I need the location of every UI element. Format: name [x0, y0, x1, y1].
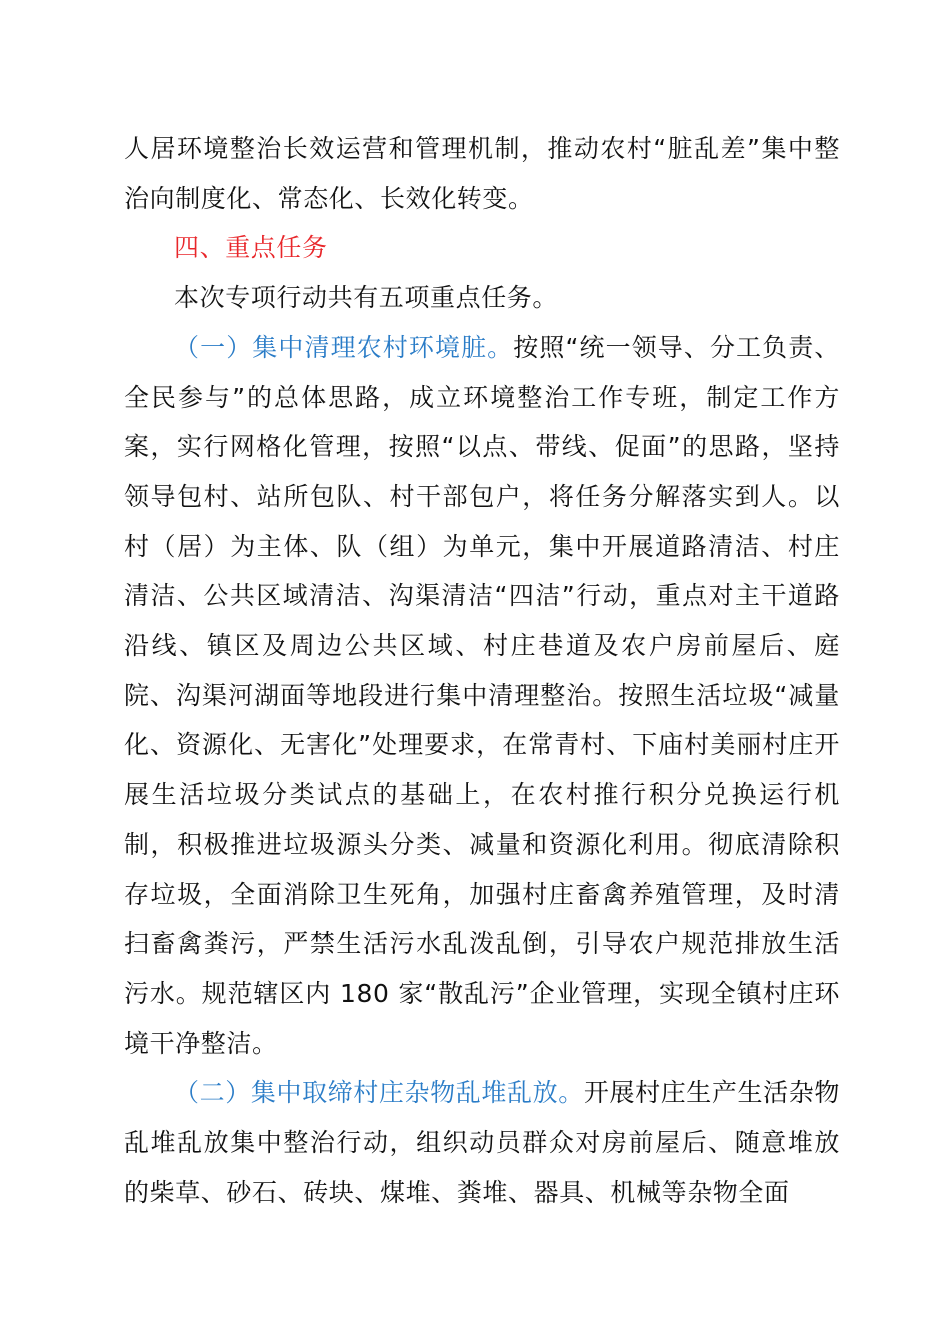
section-heading: 四、重点任务 — [174, 233, 328, 263]
task-1-heading: （一）集中清理农村环境脏。 — [174, 332, 514, 362]
document-body — [124, 124, 840, 1217]
task-2-body: 开展村庄生产生活杂物乱堆乱放集中整治行动，组织动员群众对房前屋后、随意堆放的柴草、砂石、砖块、煤堆、粪堆、器具、机械等杂物全面 — [124, 1078, 840, 1207]
paragraph-text: 人居环境整治长效运营和管理机制，推动农村“脏乱差”集中整治向制度化、常态化、长效化转变。 — [124, 134, 840, 213]
task-1-body: 按照“统一领导、分工负责、全民参与”的总体思路，成立环境整治工作专班，制定工作方案，实行网格化管理，按照“以点、带线、促面”的思路，坚持领导包村、站所包队、村干部包户，将任务分解落实到人。以村（居）为主体、队（组）为单元，集中开展道路清洁、村庄清洁、公共区域清洁、沟渠清洁“四洁”行动，重点对主干道路沿线、镇区及周边公共区域、村庄巷道及农户房前屋后、庭院、沟渠河湖面等地段进行集中清理整治。按照生活垃圾“减量化、资源化、无害化”处理要求，在常青村、下庙村美丽村庄开展生活垃圾分类试点的基础上，在农村推行积分兑换运行机制，积极推进垃圾源头分类、减量和资源化利用。彻底清除积存垃圾，全面消除卫生死角，加强村庄畜禽养殖管理，及时清扫畜禽粪污，严禁生活污水乱泼乱倒，引导农户规范排放生活污水。规范辖区内 180 家“散乱污”企业管理，实现全镇村庄环境干净整洁。 — [124, 332, 840, 1058]
task-1-paragraph — [124, 323, 840, 1069]
paragraph-intro — [124, 273, 840, 323]
paragraph-text: 本次专项行动共有五项重点任务。 — [174, 283, 559, 313]
task-2-paragraph — [124, 1068, 840, 1217]
section-heading-paragraph — [124, 223, 840, 273]
task-2-heading: （二）集中取缔村庄杂物乱堆乱放。 — [174, 1078, 584, 1108]
paragraph-continuation — [124, 124, 840, 223]
